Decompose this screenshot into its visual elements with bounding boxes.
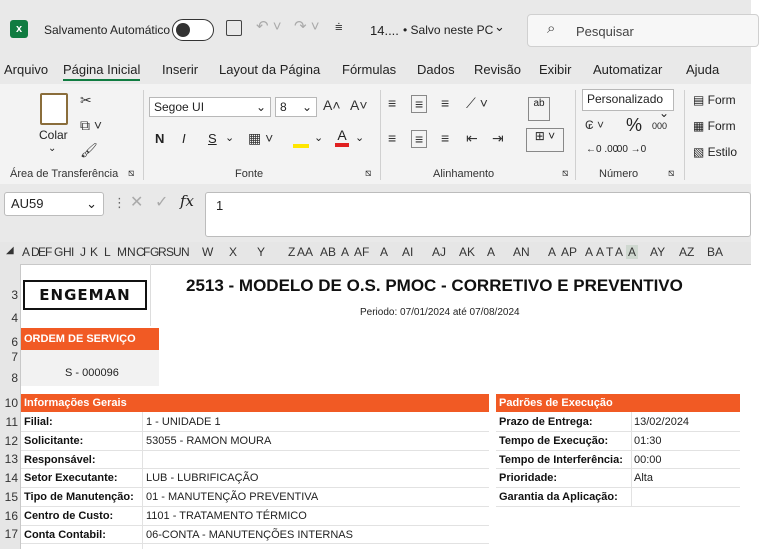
column-header[interactable]: A [615,245,624,259]
decrease-font-icon[interactable]: A˅ [350,97,368,113]
column-header[interactable]: M [117,245,127,259]
column-header[interactable]: E [38,245,47,259]
exec-value: 01:30 [634,435,662,447]
exec-label: Garantia da Aplicação: [499,491,618,503]
italic-button[interactable]: I [182,131,186,146]
format-as-table-button[interactable]: ▦ Form [693,119,736,133]
exec-label: Prioridade: [499,472,558,484]
row-header[interactable]: 13 [4,452,18,466]
percent-style-icon[interactable]: % [626,115,643,135]
decrease-decimal-icon[interactable]: .00 →0 [614,144,647,155]
grid-line [21,506,489,507]
info-value: LUB - LUBRIFICAÇÃO [146,472,259,484]
column-header[interactable]: A [596,245,605,259]
wrap-text-icon[interactable]: ab [528,97,550,121]
font-group-label: Fonte [235,168,264,180]
column-header[interactable]: BA [707,245,724,259]
row-headers [0,264,21,549]
align-middle-icon[interactable]: ≡ [411,95,427,113]
accounting-format-icon[interactable]: ₢ ˅ [585,118,605,132]
paste-label[interactable]: Colar [39,128,68,142]
underline-button[interactable]: S [208,131,217,146]
name-box[interactable]: AU59 ⌄ [4,192,104,216]
row-header[interactable]: 4 [11,311,18,325]
info-label: Setor Executante: [24,472,118,484]
column-header[interactable]: F [45,245,53,259]
cut-icon[interactable]: ✂ [80,92,92,108]
column-header[interactable]: AJ [432,245,447,259]
exec-label: Tempo de Interferência: [499,454,623,466]
customize-quick-access-icon[interactable]: ⩧ [335,19,343,34]
column-header[interactable]: A [341,245,350,259]
column-header[interactable]: L [104,245,111,259]
column-header[interactable]: AB [320,245,337,259]
row-header[interactable]: 17 [4,527,18,541]
column-header[interactable]: G [150,245,160,259]
row-header[interactable]: 11 [5,415,18,429]
number-launcher-icon[interactable]: ⧅ [668,168,675,179]
ribbon-separator [143,90,144,180]
excel-logo-icon: x [10,20,28,38]
fill-color-icon[interactable] [293,128,309,148]
align-right-icon[interactable]: ≡ [441,130,450,146]
row-header[interactable]: 14 [4,471,18,485]
report-period: Periodo: 07/01/2024 até 07/08/2024 [360,307,520,318]
grid-line [21,431,489,432]
column-header[interactable]: AK [459,245,476,259]
row-header[interactable]: 8 [11,371,18,385]
grid-line [496,468,740,469]
grid-line [21,450,489,451]
column-header[interactable]: AA [297,245,314,259]
column-header[interactable]: I [71,245,75,259]
save-icon[interactable] [226,20,242,36]
info-label: Solicitante: [24,435,84,447]
info-label: Responsável: [24,454,96,466]
alignment-group-label: Alinhamento [433,168,495,180]
ribbon-separator [575,90,576,180]
column-header[interactable]: S [166,245,175,259]
undo-icon[interactable]: ↶ ˅ [256,18,282,35]
font-name-combo[interactable]: Segoe UI ⌄ [149,97,271,117]
exec-header: Padrões de Execução [496,394,740,412]
comma-style-icon[interactable]: 000 [652,121,668,131]
grid-line [631,412,632,506]
clipboard-launcher-icon[interactable]: ⧅ [128,168,135,179]
info-header: Informações Gerais [21,394,489,412]
grid-line [496,487,740,488]
column-header[interactable]: A [380,245,389,259]
insert-function-icon[interactable]: fx [180,192,195,210]
column-header[interactable]: AP [561,245,578,259]
report-title: 2513 - MODELO DE O.S. PMOC - CORRETIVO E PREVENTIVO [186,276,683,295]
autosave-toggle[interactable] [172,19,214,41]
column-header[interactable]: N [127,245,136,259]
row-header[interactable]: 10 [4,396,18,410]
font-launcher-icon[interactable]: ⧅ [365,168,372,179]
tab-layout-da-pagina[interactable]: Layout da Página [219,62,321,77]
column-header[interactable]: W [202,245,214,259]
row-header[interactable]: 12 [4,434,18,448]
tab-formulas[interactable]: Fórmulas [342,62,397,77]
paste-icon[interactable] [40,93,68,125]
grid-line [496,431,740,432]
font-color-icon[interactable]: A [335,127,349,147]
chevron-down-icon[interactable]: ⌄ [494,19,505,34]
more-options-icon[interactable]: ⋮ [113,195,126,210]
info-value: 1101 - TRATAMENTO TÉRMICO [146,510,307,522]
grid-line [21,487,489,488]
grid-line [21,468,489,469]
borders-icon[interactable]: ▦ ˅ [248,130,274,146]
column-header[interactable]: K [90,245,99,259]
column-header[interactable]: AZ [679,245,695,259]
increase-indent-icon[interactable]: ⇥ [492,130,504,146]
exec-value: 00:00 [634,454,662,466]
tab-arquivo[interactable]: Arquivo [4,62,49,77]
grid-line [21,525,489,526]
column-header[interactable]: A [548,245,557,259]
underline-dropdown-icon[interactable]: ⌄ [225,132,235,144]
formula-input[interactable]: 1 [205,192,751,237]
tab-revisao[interactable]: Revisão [474,62,521,77]
os-header: ORDEM DE SERVIÇO [21,328,159,350]
select-all-icon[interactable]: ◢ [6,245,14,256]
tab-ajuda[interactable]: Ajuda [686,62,720,77]
engeman-logo: ENGEMAN [23,280,147,310]
column-header[interactable]: G [54,245,64,259]
info-value: 06-CONTA - MANUTENÇÕES INTERNAS [146,529,353,541]
search-placeholder: Pesquisar [576,24,634,39]
grid-line [496,506,740,507]
align-top-icon[interactable]: ≡ [388,95,397,111]
enter-icon[interactable]: ✓ [155,194,169,211]
grid-line [21,543,489,544]
column-header[interactable]: C [136,245,145,259]
exec-value: 13/02/2024 [634,416,690,428]
os-number: S - 000096 [65,367,119,379]
exec-label: Prazo de Entrega: [499,416,593,428]
column-header[interactable]: U [173,245,182,259]
bold-button[interactable]: N [155,131,165,146]
info-value: 01 - MANUTENÇÃO PREVENTIVA [146,491,319,503]
column-header[interactable]: N [181,245,190,259]
number-format-combo[interactable]: Personalizado ⌄ [582,89,674,111]
redo-icon[interactable]: ↷ ˅ [294,18,320,35]
column-header[interactable]: A [22,245,31,259]
row-header[interactable]: 7 [11,350,18,364]
column-header[interactable]: Y [257,245,266,259]
format-painter-icon[interactable]: 🖌 [80,142,98,158]
column-header[interactable]: H [63,245,72,259]
column-header[interactable]: T [606,245,614,259]
merge-center-icon[interactable]: ⊞ ˅ [526,128,564,152]
cell-border [150,264,151,326]
column-header[interactable]: AN [513,245,530,259]
column-header[interactable]: D [31,245,40,259]
column-header[interactable]: AF [354,245,370,259]
column-header[interactable]: F [143,245,151,259]
file-name: 14.... [370,23,399,38]
column-header[interactable]: A [585,245,594,259]
tab-exibir[interactable]: Exibir [539,62,572,77]
increase-font-icon[interactable]: A˄ [323,97,341,113]
conditional-formatting-button[interactable]: ▤ Form [693,93,736,107]
column-header[interactable]: AY [650,245,666,259]
align-bottom-icon[interactable]: ≡ [441,95,450,111]
column-header[interactable]: X [229,245,238,259]
info-value: 1 - UNIDADE 1 [146,416,221,428]
grid-line [142,412,143,549]
tab-pagina-inicial[interactable]: Página Inicial [63,62,140,81]
grid-line [496,450,740,451]
info-label: Centro de Custo: [24,510,114,522]
tab-dados[interactable]: Dados [417,62,455,77]
row-header[interactable]: 3 [11,288,18,302]
increase-decimal-icon[interactable]: ←0 .00 [586,144,619,155]
column-header[interactable]: A [487,245,496,259]
search-icon: ⌕ [547,20,556,37]
ribbon-separator [684,90,685,180]
row-header[interactable]: 16 [4,509,18,523]
font-size-combo[interactable]: 8 ⌄ [275,97,317,117]
column-header[interactable]: R [158,245,167,259]
row-header[interactable]: 6 [11,335,18,349]
decrease-indent-icon[interactable]: ⇤ [466,130,478,146]
alignment-launcher-icon[interactable]: ⧅ [562,168,569,179]
tab-automatizar[interactable]: Automatizar [593,62,663,77]
row-header[interactable]: 15 [4,490,18,504]
cell-styles-button[interactable]: ▧ Estilo [693,145,738,159]
info-label: Tipo de Manutenção: [24,491,134,503]
paste-dropdown-icon[interactable]: ⌄ [48,143,57,154]
tab-inserir[interactable]: Inserir [162,62,199,77]
save-status[interactable]: • Salvo neste PC [403,23,494,37]
column-header[interactable]: Z [288,245,296,259]
number-group-label: Número [599,168,639,180]
font-color-dropdown-icon[interactable]: ⌄ [355,132,365,144]
clipboard-group-label: Área de Transferência [10,168,119,180]
exec-value: Alta [634,472,653,484]
column-header[interactable]: AI [402,245,414,259]
column-header[interactable]: A [628,245,637,259]
exec-label: Tempo de Execução: [499,435,609,447]
info-label: Conta Contabil: [24,529,106,541]
autosave-label: Salvamento Automático [44,23,171,37]
search-box[interactable] [527,14,759,47]
copy-icon[interactable]: ⧉ ˅ [80,117,103,133]
info-label: Filial: [24,416,53,428]
ribbon-separator [380,90,381,180]
fill-color-dropdown-icon[interactable]: ⌄ [314,132,324,144]
cancel-icon[interactable]: ✕ [130,194,144,211]
orientation-icon[interactable]: ⟋ ˅ [466,95,488,111]
column-headers [0,242,751,265]
column-header[interactable]: J [80,245,86,259]
align-center-icon[interactable]: ≡ [411,130,427,148]
info-value: 53055 - RAMON MOURA [146,435,272,447]
align-left-icon[interactable]: ≡ [388,130,397,146]
